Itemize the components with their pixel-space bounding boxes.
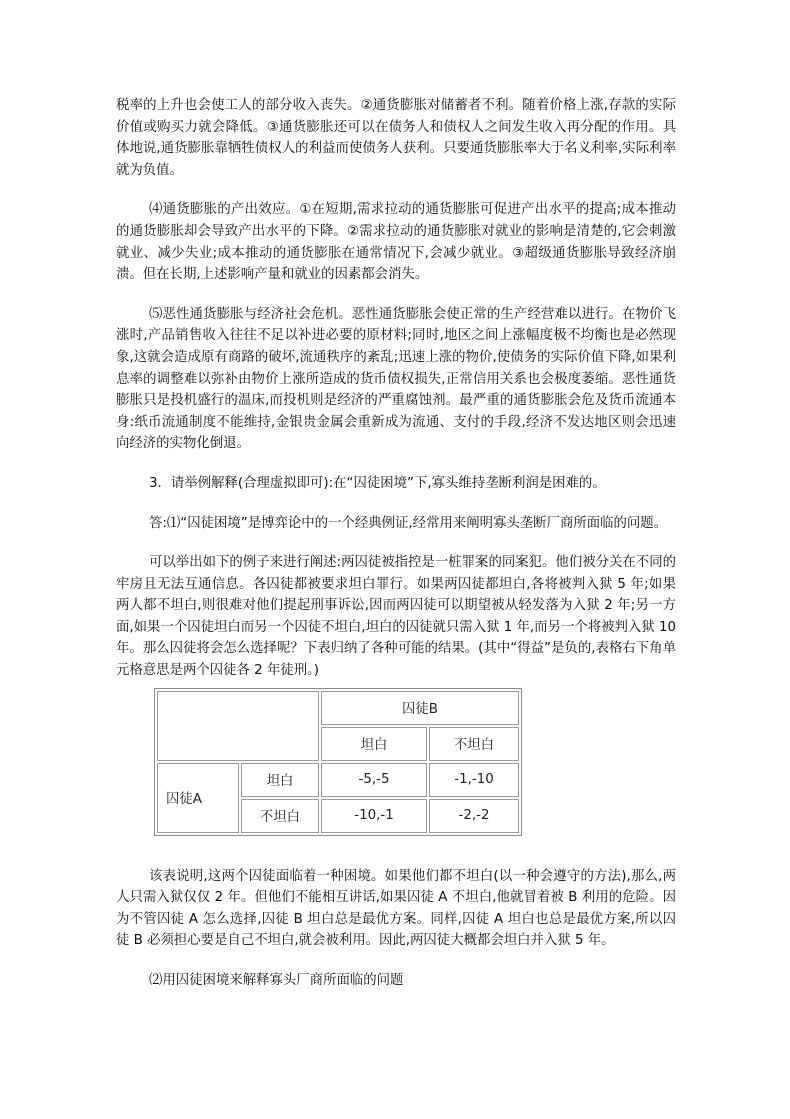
document-page xyxy=(116,95,676,992)
paragraph-output-effect: ⑷通货膨胀的产出效应。①在短期,需求拉动的通货膨胀可促进产出水平的提高;成本推动的通货膨胀却会导致产出水平的下降。②需求拉动的通货膨胀对就业的影响是清楚的,它会刺激就业、减少失业;成本推动的通货膨胀在通常情况下,会减少就业。③超级通货膨胀导致经济崩溃。但在长期,上述影响产量和就业的因素都会消失。 xyxy=(116,202,676,283)
row-option-not-confess: 不坦白 xyxy=(241,799,319,833)
payoff-cell: -10,-1 xyxy=(321,799,427,833)
col-option-not-confess: 不坦白 xyxy=(429,727,519,761)
paragraph-inflation-redistribution: 税率的上升也会使工人的部分收入丧失。②通货膨胀对储蓄者不利。随着价格上涨,存款的实际价值或购买力就会降低。③通货膨胀还可以在债务人和债权人之间发生收入再分配的作用。具体地说,通货膨胀靠牺牲债权人的利益而使债务人获利。只要通货膨胀率大于名义利率,实际利率就为负值。 xyxy=(116,98,676,178)
row-player-header: 囚徒A xyxy=(157,763,239,833)
question-3: 3．请举例解释(合理虚拟即可):在“囚徒困境”下,寡头维持垄断利润是困难的。 xyxy=(149,475,606,491)
payoff-cell: -2,-2 xyxy=(429,799,519,833)
row-option-confess: 坦白 xyxy=(241,763,319,797)
paragraph-hyperinflation-crisis: ⑸恶性通货膨胀与经济社会危机。恶性通货膨胀会使正常的生产经营难以进行。在物价飞涨时,产品销售收入往往不足以补进必要的原材料;同时,地区之间上涨幅度极不均衡也是必然现象,这就会造成原有商路的破坏,流通秩序的紊乱;迅速上涨的物价,使债务的实际价值下降,如果利息率的调整难以弥补由物价上涨所造成的货币债权损失,正常信用关系也会极度萎缩。恶性通货膨胀只是投机盛行的温床,而投机则是经济的严重腐蚀剂。最严重的通货膨胀会危及货币流通本身:纸币流通制度不能维持,金银贵金属会重新成为流通、支付的手段,经济不发达地区则会迅速向经济的实物化倒退。 xyxy=(116,306,676,452)
table-row xyxy=(157,763,519,797)
table-blank-corner xyxy=(157,691,319,761)
payoff-matrix-table xyxy=(154,688,522,836)
paragraph-prisoners-example: 可以举出如下的例子来进行阐述:两囚徒被指控是一桩罪案的同案犯。他们被分关在不同的牢房且无法互通信息。各囚徒都被要求坦白罪行。如果两囚徒都坦白,各将被判入狱 5 年;如果两人都不坦白,则很难对他们提起刑事诉讼,因而两囚徒可以期望被从轻发落为入狱 2 年;另一方面,如果一个囚徒坦白而另一个囚徒不坦白,坦白的囚徒就只需入狱 1 年,而另一个将被判入狱 10 年。那么囚徒将会怎么选择呢？下表归纳了各种可能的结果。(其中“得益”是负的,表格右下角单元格意思是两个囚徒各 2 年徒刑。) xyxy=(116,555,676,679)
answer-intro: 答:⑴“囚徒困境”是博弈论中的一个经典例证,经常用来阐明寡头垄断厂商所面临的问题。 xyxy=(149,515,668,531)
payoff-cell: -1,-10 xyxy=(429,763,519,797)
payoff-cell: -5,-5 xyxy=(321,763,427,797)
col-option-confess: 坦白 xyxy=(321,727,427,761)
table-row xyxy=(157,691,519,725)
subheading-oligopoly: ⑵用囚徒困境来解释寡头厂商所面临的问题 xyxy=(149,973,404,989)
paragraph-dilemma-explanation: 该表说明,这两个囚徒面临着一种困境。如果他们都不坦白(以一种会遵守的方法),那么,两人只需入狱仅仅 2 年。但他们不能相互讲话,如果囚徒 A 不坦白,他就冒着被 B 利用的危险。因为不管囚徒 A 怎么选择,囚徒 B 坦白总是最优方案。同样,囚徒 A 坦白也总是最优方案,所以囚徒 B 必须担心要是自己不坦白,就会被利用。因此,两囚徒大概都会坦白并入狱 5 年。 xyxy=(116,868,676,949)
col-player-header: 囚徒B xyxy=(321,691,519,725)
